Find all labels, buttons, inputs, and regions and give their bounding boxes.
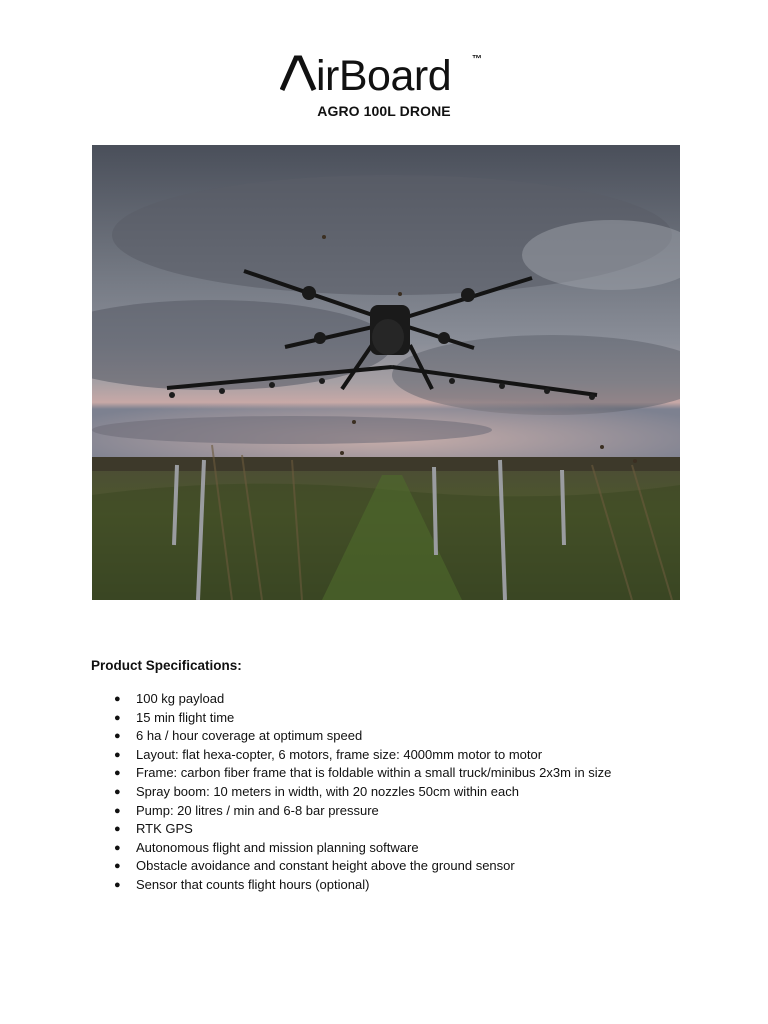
list-item [114, 783, 611, 802]
bullet-icon: ● [114, 841, 121, 854]
list-item [114, 709, 611, 728]
list-item [114, 876, 611, 895]
list-item [114, 839, 611, 858]
spec-text: Pump: 20 litres / min and 6-8 bar pressure [136, 802, 379, 818]
specifications-heading: Product Specifications: [91, 658, 242, 673]
bullet-icon: ● [114, 785, 121, 798]
spec-text: RTK GPS [136, 821, 193, 837]
specifications-list [114, 690, 611, 895]
list-item [114, 820, 611, 839]
bullet-icon: ● [114, 748, 121, 761]
bullet-icon: ● [114, 860, 121, 873]
logo-text: irBoard [316, 52, 452, 98]
logo-trademark: ™ [472, 54, 482, 65]
list-item [114, 727, 611, 746]
list-item [114, 802, 611, 821]
bullet-icon: ● [114, 804, 121, 817]
spec-text: Spray boom: 10 meters in width, with 20 nozzles 50cm within each [136, 783, 519, 799]
bullet-icon: ● [114, 711, 121, 724]
spec-text: 6 ha / hour coverage at optimum speed [136, 728, 363, 744]
bullet-icon: ● [114, 878, 121, 891]
bullet-icon: ● [114, 823, 121, 836]
bullet-icon: ● [114, 693, 121, 705]
spec-text: Autonomous flight and mission planning software [136, 839, 419, 855]
list-item [114, 690, 611, 709]
spec-text: Frame: carbon fiber frame that is foldable within a small truck/minibus 2x3m in size [136, 765, 612, 781]
bullet-icon: ● [114, 767, 121, 780]
airboard-logo [280, 50, 490, 98]
spec-text: Obstacle avoidance and constant height above the ground sensor [136, 858, 515, 874]
logo-a-glyph [282, 58, 314, 90]
spec-text: 100 kg payload [136, 691, 225, 706]
list-item [114, 746, 611, 765]
list-item [114, 857, 611, 876]
spec-text: Layout: flat hexa-copter, 6 motors, frame size: 4000mm motor to motor [136, 746, 543, 762]
product-title: AGRO 100L DRONE [317, 103, 451, 119]
spec-text: 15 min flight time [136, 709, 235, 725]
bullet-icon: ● [114, 730, 121, 743]
spec-text: Sensor that counts flight hours (optional) [136, 876, 370, 892]
list-item [114, 764, 611, 783]
drone-photo-image [92, 145, 680, 600]
logo-wordmark [280, 50, 490, 98]
drone-photo [92, 145, 680, 600]
